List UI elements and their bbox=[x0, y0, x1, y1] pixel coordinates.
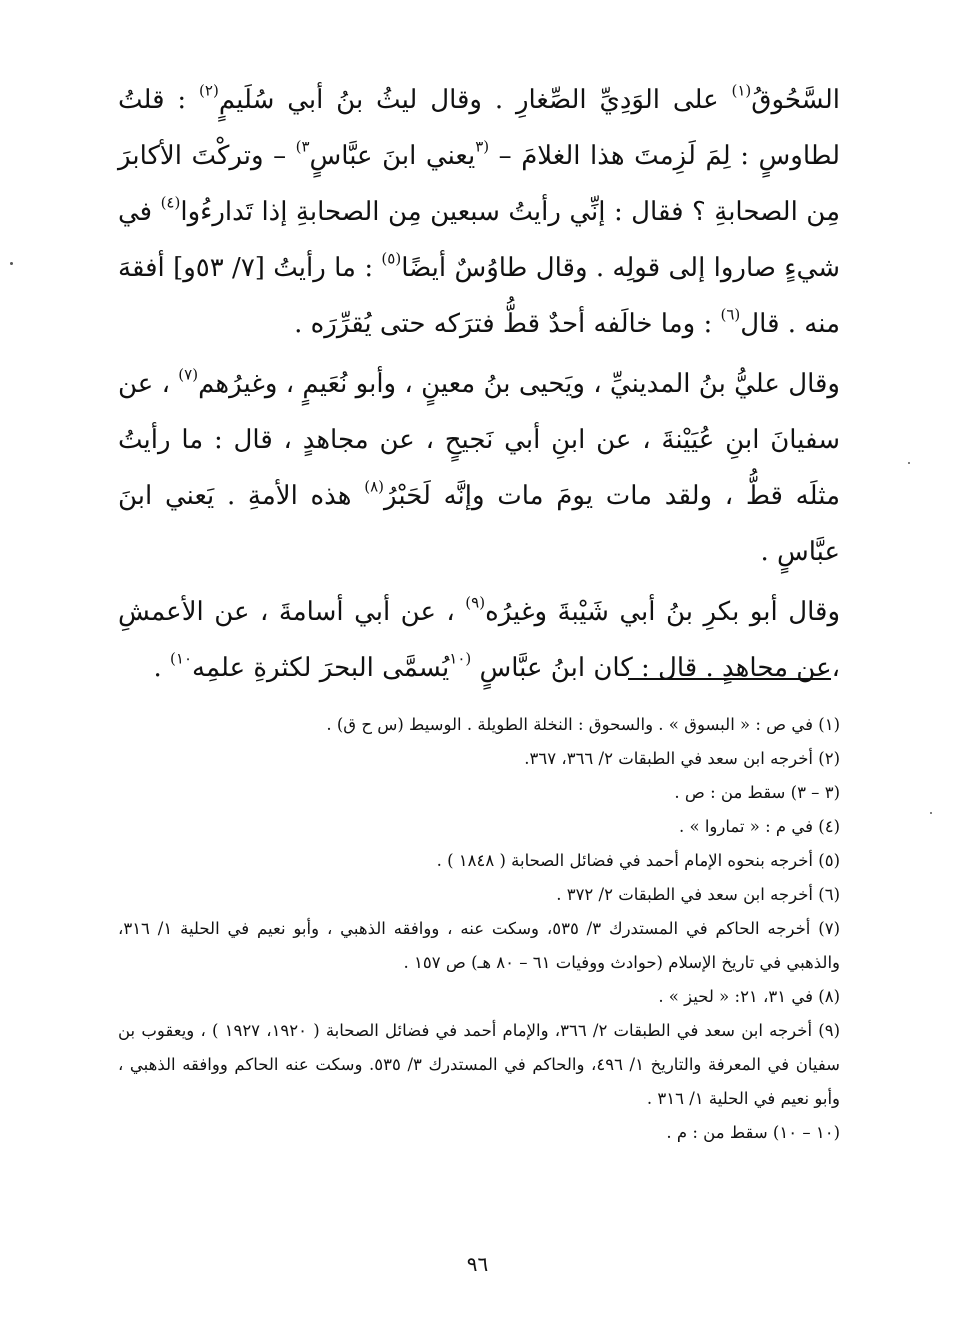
text-run: : وما خالَفه أحدٌ قطُّ فترَكه حتى يُقرِّرَه . bbox=[294, 309, 721, 339]
footnote-ref: (١٠ bbox=[449, 649, 472, 668]
footnote: (٦) أخرجه ابن سعد في الطبقات ٢/ ٣٧٢ . bbox=[556, 885, 840, 904]
footnote-ref: (٢) bbox=[199, 81, 219, 100]
footnote: (٥) أخرجه بنحوه الإمام أحمد في فضائل الصحابة ( ١٨٤٨ ) . bbox=[436, 851, 840, 870]
text-run: – وتركْتَ الأكابرَ مِن الصحابةِ ؟ فقال : إنِّي رأيتُ سبعين مِن الصحابةِ إذا تَدارءُوا bbox=[118, 141, 840, 227]
footnote: (١) في ص : « البسوق » . والسحوق : النخلة الطويلة . الوسيط (س ح ق) . bbox=[326, 715, 840, 734]
footnote: (٤) في م : « تماروا » . bbox=[679, 817, 840, 836]
scan-speck bbox=[908, 462, 910, 464]
footnote-ref: (٥) bbox=[381, 249, 402, 268]
footnote-ref: (٤) bbox=[160, 193, 181, 212]
footnote: (٨) في ٣١، ٢١: « لحيز » . bbox=[658, 987, 840, 1006]
footnote-ref: (٨) bbox=[364, 477, 385, 496]
page-number: ٩٦ bbox=[466, 1252, 489, 1276]
scan-speck bbox=[930, 812, 932, 814]
footnote: (٢) أخرجه ابن سعد في الطبقات ٢/ ٣٦٦، ٣٦٧. bbox=[524, 749, 840, 768]
paragraph bbox=[118, 72, 840, 352]
text-run: هذه الأمةِ . يَعني ابنَ عبَّاسٍ . bbox=[118, 481, 840, 567]
text-run: يُسمَّى البحرَ لكثرةِ علمِه bbox=[192, 653, 450, 683]
text-run: : ما رأيتُ [٧/ ٥٣و] أفقهَ منه . قال bbox=[118, 253, 840, 339]
text-run: ، عن أبي أسامةَ ، عن الأعمشِ ،عن مجاهدٍ . قال : كان ابنُ عبَّاسٍ bbox=[118, 597, 840, 683]
text-run: . bbox=[153, 653, 171, 683]
main-text bbox=[118, 72, 840, 696]
text-run: وقال عليُّ بنُ المدينيِّ ، ويَحيى بنُ معينٍ ، وأبو نُعَيمٍ ، وغيرُهم bbox=[198, 369, 840, 399]
text-run: على الوَدِيِّ الصِّغارِ . وقال ليثُ بنُ أبي سُلَيمٍ bbox=[218, 85, 732, 115]
scan-speck bbox=[10, 262, 13, 265]
paragraph bbox=[118, 356, 840, 580]
text-run: السَّحُوقُ bbox=[751, 85, 841, 115]
text-run: في شيءٍ صاروا إلى قولِه . وقال طاوُسٌ أيضًا bbox=[118, 197, 840, 283]
footnote: (٣ – ٣) سقط من : ص . bbox=[674, 783, 840, 802]
footnote-ref: ٣) bbox=[295, 137, 310, 156]
footnote: (١٠ – ١٠) سقط من : م . bbox=[666, 1123, 840, 1142]
footnote-ref: (٩) bbox=[465, 593, 486, 612]
footnote-divider bbox=[628, 678, 831, 680]
text-run: يعني ابنَ عبَّاسٍ bbox=[309, 141, 476, 171]
footnote-ref: (٣ bbox=[475, 137, 490, 156]
footnotes bbox=[118, 708, 840, 1150]
footnote-ref: (٧) bbox=[178, 365, 199, 384]
footnote-ref: ١٠) bbox=[170, 649, 193, 668]
footnote-ref: (٦) bbox=[720, 305, 741, 324]
footnote: (٧) أخرجه الحاكم في المستدرك ٣/ ٥٣٥، وسكت عنه ، ووافقه الذهبي ، وأبو نعيم في الحلية ١/ ٣١٦، والذهبي في تاريخ الإسلام (حوادث ووفيات ٦١ – ٨٠ هـ) ص ١٥٧ . bbox=[118, 919, 840, 972]
footnote-ref: (١) bbox=[731, 81, 752, 100]
text-run: ، عن سفيانَ ابنِ عُيَيْنةَ ، عن ابنِ أبي نَجيحٍ ، عن مجاهدٍ ، قال : ما رأيتُ مثلَه قطُّ ، ولقد مات يومَ مات وإنَّه لَحَبْرُ bbox=[118, 369, 840, 511]
footnote: (٩) أخرجه ابن سعد في الطبقات ٢/ ٣٦٦، والإمام أحمد في فضائل الصحابة ( ١٩٢٠، ١٩٢٧ ) ، ويعقوب بن سفيان في المعرفة والتاريخ ١/ ٤٩٦، والحاكم في المستدرك ٣/ ٥٣٥. وسكت عنه الحاكم ووافقه الذهبي ، وأبو نعيم في الحلية ١/ ٣١٦ . bbox=[118, 1021, 841, 1108]
text-run: وقال أبو بكرِ بنُ أبي شَيْبةَ وغيرُه bbox=[485, 597, 841, 627]
text-run: : قلتُ لطاوسٍ : لِمَ لَزِمتَ هذا الغلامَ – bbox=[118, 85, 840, 171]
